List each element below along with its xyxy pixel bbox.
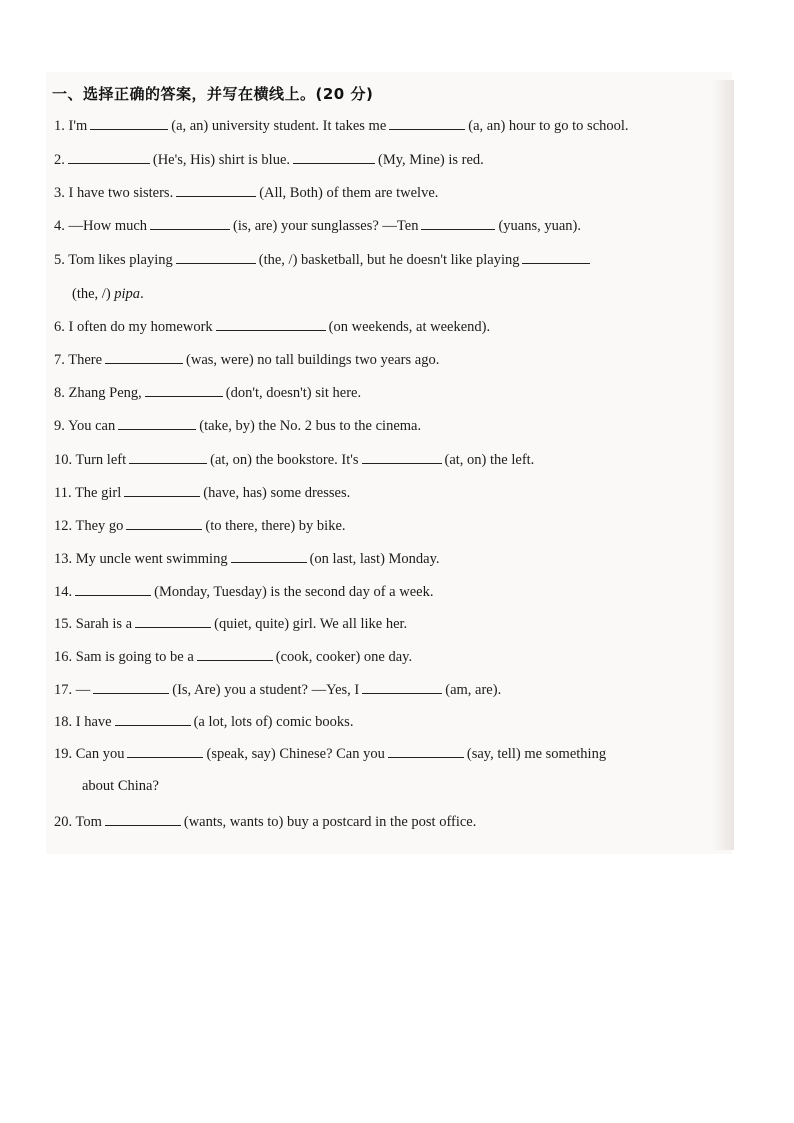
- q-text: (yuans, yuan).: [498, 218, 582, 234]
- q-number: 12. They go: [54, 518, 124, 534]
- q-text-italic: pipa: [114, 286, 141, 302]
- question-14: [54, 582, 433, 602]
- q-number: 4. —How much: [54, 218, 148, 234]
- question-9: [54, 416, 421, 436]
- question-2: [54, 150, 484, 170]
- answer-blank[interactable]: [129, 451, 207, 464]
- q-text: (was, were) no tall buildings two years ago.: [186, 352, 440, 368]
- q-number: 20. Tom: [54, 814, 102, 830]
- question-5-continued: [72, 284, 144, 304]
- question-13: [54, 549, 440, 569]
- q-text: (speak, say) Chinese? Can you: [206, 746, 385, 762]
- q-number: 18. I have: [54, 714, 112, 730]
- question-16: [54, 647, 412, 667]
- question-4: [54, 216, 581, 236]
- q-text: (am, are).: [445, 682, 502, 698]
- answer-blank[interactable]: [115, 713, 191, 726]
- answer-blank[interactable]: [421, 217, 495, 230]
- answer-blank[interactable]: [389, 117, 465, 130]
- q-number: 10. Turn left: [54, 452, 127, 468]
- q-text: (is, are) your sunglasses? —Ten: [233, 218, 419, 234]
- question-10: [54, 450, 534, 470]
- q-text: (the, /): [72, 286, 111, 302]
- q-text: (Is, Are) you a student? —Yes, I: [172, 682, 360, 698]
- q-number: 6. I often do my homework: [54, 319, 213, 335]
- answer-blank[interactable]: [127, 745, 203, 758]
- q-number: 1. I'm: [54, 118, 88, 134]
- section-heading: 一、选择正确的答案，并写在横线上。(20 分): [52, 85, 374, 103]
- answer-blank[interactable]: [118, 417, 196, 430]
- answer-blank[interactable]: [176, 251, 256, 264]
- q-number: 5. Tom likes playing: [54, 252, 173, 268]
- question-12: [54, 516, 346, 536]
- answer-blank[interactable]: [388, 745, 464, 758]
- q-number: 19. Can you: [54, 746, 125, 762]
- answer-blank[interactable]: [176, 184, 256, 197]
- answer-blank[interactable]: [522, 251, 590, 264]
- q-text: (a lot, lots of) comic books.: [193, 714, 354, 730]
- answer-blank[interactable]: [68, 151, 150, 164]
- q-text: (have, has) some dresses.: [203, 485, 351, 501]
- q-number: 13. My uncle went swimming: [54, 551, 228, 567]
- answer-blank[interactable]: [126, 517, 202, 530]
- q-text: (the, /) basketball, but he doesn't like playing: [258, 252, 520, 268]
- q-text: (at, on) the bookstore. It's: [210, 452, 359, 468]
- q-text: (a, an) hour to go to school.: [468, 118, 629, 134]
- question-15: [54, 614, 407, 634]
- answer-blank[interactable]: [93, 681, 169, 694]
- answer-blank[interactable]: [124, 484, 200, 497]
- q-text: (take, by) the No. 2 bus to the cinema.: [199, 418, 422, 434]
- q-text: (a, an) university student. It takes me: [171, 118, 387, 134]
- question-18: [54, 712, 353, 732]
- q-text: (on weekends, at weekend).: [328, 319, 491, 335]
- answer-blank[interactable]: [105, 351, 183, 364]
- question-5: [54, 250, 593, 270]
- answer-blank[interactable]: [362, 451, 442, 464]
- q-number: 9. You can: [54, 418, 116, 434]
- q-text: (on last, last) Monday.: [309, 551, 440, 567]
- answer-blank[interactable]: [362, 681, 442, 694]
- answer-blank[interactable]: [135, 615, 211, 628]
- q-text: (He's, His) shirt is blue.: [152, 152, 291, 168]
- question-20: [54, 812, 476, 832]
- q-number: 14.: [54, 584, 73, 600]
- q-text: (My, Mine) is red.: [378, 152, 484, 168]
- q-text: (quiet, quite) girl. We all like her.: [214, 616, 408, 632]
- q-text: (wants, wants to) buy a postcard in the post office.: [183, 814, 477, 830]
- q-text: (at, on) the left.: [444, 452, 535, 468]
- q-number: 16. Sam is going to be a: [54, 649, 194, 665]
- question-17: [54, 680, 501, 700]
- q-number: 7. There: [54, 352, 103, 368]
- answer-blank[interactable]: [75, 583, 151, 596]
- q-text: (don't, doesn't) sit here.: [225, 385, 362, 401]
- q-text: (All, Both) of them are twelve.: [259, 185, 439, 201]
- answer-blank[interactable]: [105, 813, 181, 826]
- q-number: 17. —: [54, 682, 91, 698]
- question-3: [54, 183, 438, 203]
- answer-blank[interactable]: [150, 217, 230, 230]
- q-number: 11. The girl: [54, 485, 122, 501]
- q-number: 3. I have two sisters.: [54, 185, 174, 201]
- answer-blank[interactable]: [90, 117, 168, 130]
- question-19-continued: [82, 776, 159, 796]
- q-text: about China?: [82, 778, 159, 794]
- q-text: (cook, cooker) one day.: [275, 649, 413, 665]
- question-7: [54, 350, 439, 370]
- answer-blank[interactable]: [293, 151, 375, 164]
- q-number: 15. Sarah is a: [54, 616, 133, 632]
- q-number: 8. Zhang Peng,: [54, 385, 142, 401]
- question-6: [54, 317, 490, 337]
- question-11: [54, 483, 350, 503]
- q-text: (say, tell) me something: [466, 746, 607, 762]
- q-text: .: [140, 286, 144, 302]
- q-number: 2.: [54, 152, 65, 168]
- question-1: [54, 116, 629, 136]
- answer-blank[interactable]: [197, 648, 273, 661]
- answer-blank[interactable]: [145, 384, 223, 397]
- q-text: (Monday, Tuesday) is the second day of a week.: [154, 584, 434, 600]
- answer-blank[interactable]: [216, 318, 326, 331]
- answer-blank[interactable]: [231, 550, 307, 563]
- scan-edge-shadow: [712, 80, 734, 850]
- question-8: [54, 383, 361, 403]
- q-text: (to there, there) by bike.: [205, 518, 346, 534]
- question-19: [54, 744, 606, 764]
